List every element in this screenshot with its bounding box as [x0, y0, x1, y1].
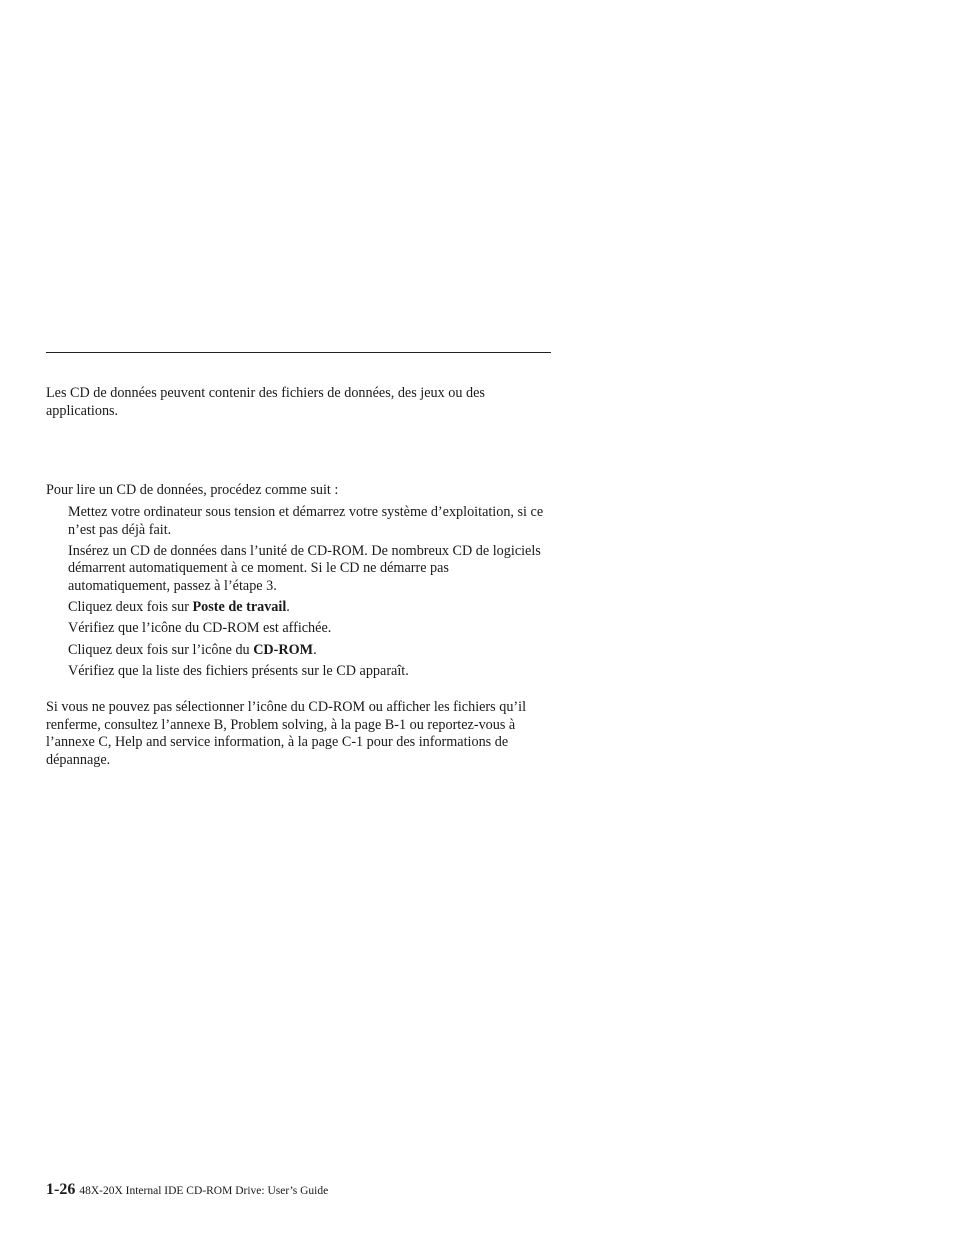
step-text-end: . — [286, 598, 290, 615]
procedure-lead-in: Pour lire un CD de données, procédez comme suit : — [46, 482, 339, 498]
page-footer — [46, 1181, 328, 1199]
step-text-end: . — [313, 641, 317, 658]
step-bold-term: Poste de travail — [192, 598, 287, 615]
intro-paragraph: Les CD de données peuvent contenir des fichiers de données, des jeux ou des applications. — [46, 385, 485, 419]
step-item — [68, 543, 551, 596]
step-bold-term: CD-ROM — [253, 641, 314, 658]
document-title: 48X-20X Internal IDE CD-ROM Drive: User’s Guide — [79, 1185, 329, 1197]
step-item — [68, 599, 551, 617]
troubleshooting-paragraph: Si vous ne pouvez pas sélectionner l’icône du CD-ROM ou afficher les fichiers qu’il renferme, consultez l’annexe B, Problem solving, à la page B-1 ou reportez-vous à l’annexe C, Help and service information, à la page C-1 pour des informations de dépannage. — [46, 699, 527, 768]
step-text: Cliquez deux fois sur — [68, 598, 193, 615]
page-number: 1-26 — [46, 1181, 76, 1198]
step-item — [68, 642, 551, 660]
section-rule — [46, 352, 551, 353]
step-item — [68, 504, 551, 539]
step-item — [68, 663, 551, 681]
step-text: Mettez votre ordinateur sous tension et démarrez votre système d’exploitation, si ce n’est pas déjà fait. — [68, 504, 544, 538]
step-item — [68, 620, 551, 638]
procedure-steps — [68, 504, 551, 681]
step-text: Cliquez deux fois sur l’icône du — [68, 641, 254, 658]
step-text: Insérez un CD de données dans l’unité de CD-ROM. De nombreux CD de logiciels démarrent automatiquement à ce moment. Si le CD ne démarre pas automatiquement, passez à l’étape 3. — [68, 542, 541, 594]
step-text: Vérifiez que l’icône du CD-ROM est affichée. — [68, 620, 332, 636]
step-text: Vérifiez que la liste des fichiers présents sur le CD apparaît. — [68, 663, 409, 679]
